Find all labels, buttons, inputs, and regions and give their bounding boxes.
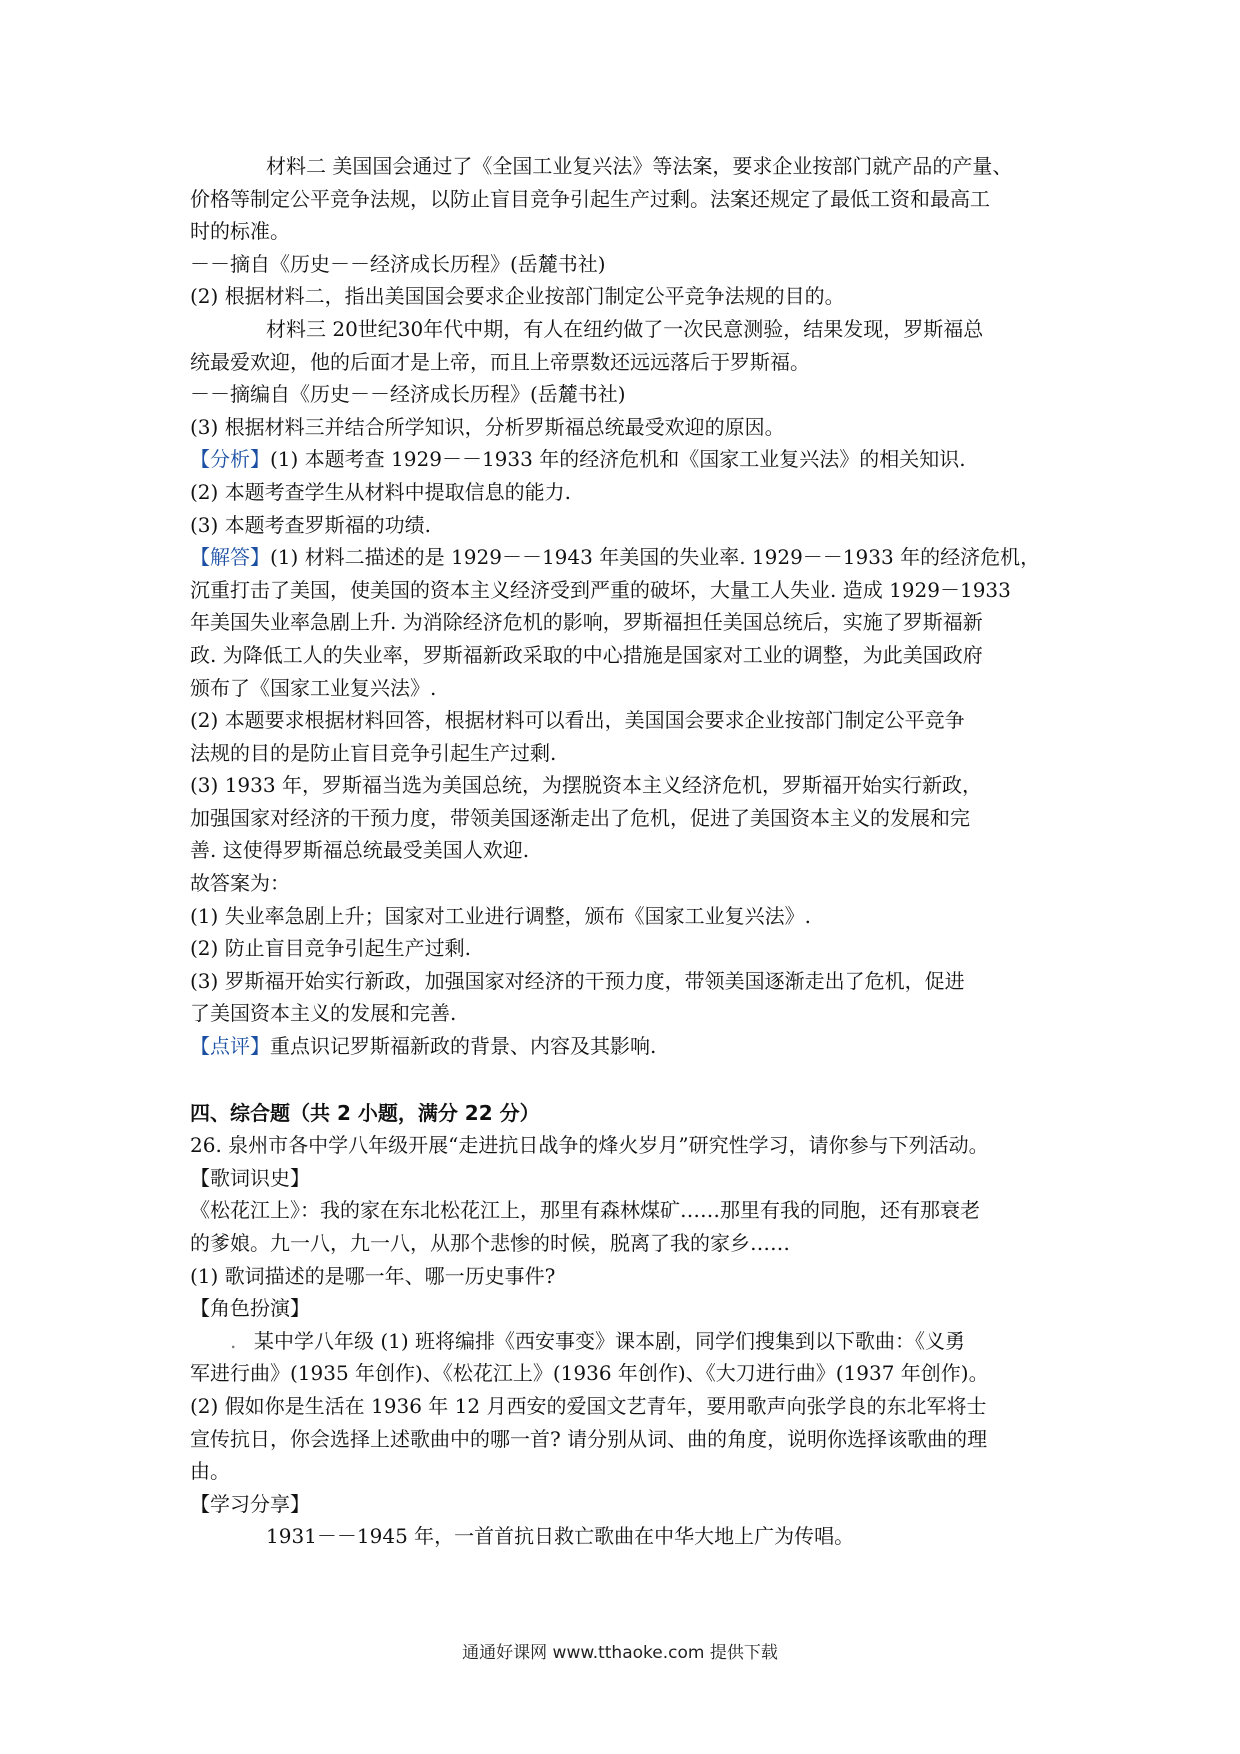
- analysis-line-1: [190, 443, 1070, 476]
- answer-line-1: [190, 541, 1070, 574]
- answer-line-7: 法规的目的是防止盲目竞争引起生产过剩.: [190, 740, 557, 765]
- answer-tag: 【解答】: [190, 545, 270, 570]
- study-share-label: 【学习分享】: [190, 1491, 310, 1516]
- spacer: [190, 1063, 1070, 1097]
- study-share-line-1: 1931－－1945 年，一首首抗日救亡歌曲在中华大地上广为传唱。: [266, 1524, 855, 1549]
- final-answer-3-cont: 了美国资本主义的发展和完善.: [190, 1001, 457, 1026]
- analysis-tag: 【分析】: [190, 447, 270, 472]
- lyrics-section-label: 【歌词识史】: [190, 1165, 310, 1190]
- answer-line-4: 政. 为降低工人的失业率，罗斯福新政采取的中心措施是国家对工业的调整，为此美国政府: [190, 642, 983, 667]
- final-answer-label: 故答案为：: [190, 871, 290, 896]
- comment-line: [190, 1030, 1070, 1063]
- analysis-line-3: (3) 本题考查罗斯福的功绩.: [190, 512, 432, 537]
- role-play-label: 【角色扮演】: [190, 1296, 310, 1321]
- question-26-2-line-2: 宣传抗日，你会选择上述歌曲中的哪一首? 请分别从词、曲的角度，说明你选择该歌曲的理: [190, 1426, 988, 1451]
- material-two-line-3: 时的标准。: [190, 219, 290, 244]
- lyrics-line-2: 的爹娘。九一八，九一八，从那个悲惨的时候，脱离了我的家乡……: [190, 1231, 790, 1255]
- question-2: (2) 根据材料二，指出美国国会要求企业按部门制定公平竞争法规的目的。: [190, 284, 845, 309]
- page-footer: 通通好课网 www.tthaoke.com 提供下载: [462, 1643, 778, 1663]
- role-play-line-1: [190, 1325, 1070, 1358]
- question-26: 26. 泉州市各中学八年级开展“走进抗日战争的烽火岁月”研究性学习，请你参与下列活动。: [190, 1133, 989, 1158]
- role-play-line-2: 军进行曲》(1935 年创作)、《松花江上》(1936 年创作)、《大刀进行曲》(1937 年创作)。: [190, 1361, 989, 1386]
- final-answer-1: (1) 失业率急剧上升；国家对工业进行调整，颁布《国家工业复兴法》.: [190, 903, 812, 928]
- question-26-2-line-1: (2) 假如你是生活在 1936 年 12 月西安的爱国文艺青年，要用歌声向张学良的东北军将士: [190, 1393, 987, 1418]
- answer-line-5: 颁布了《国家工业复兴法》.: [190, 675, 437, 700]
- material-three-source: －－摘编自《历史－－经济成长历程》(岳麓书社): [190, 382, 626, 407]
- document-body: [190, 150, 1070, 1553]
- comment-text: 重点识记罗斯福新政的背景、内容及其影响.: [270, 1034, 657, 1059]
- analysis-line-2: (2) 本题考查学生从材料中提取信息的能力.: [190, 479, 572, 504]
- answer-line-2: 沉重打击了美国，使美国的资本主义经济受到严重的破坏，大量工人失业. 造成 1929－1933: [190, 577, 1011, 602]
- section-heading: 四、综合题（共 2 小题，满分 22 分）: [190, 1100, 540, 1125]
- question-26-2-line-3: 由。: [190, 1459, 230, 1484]
- answer-line-10: 善. 这使得罗斯福总统最受美国人欢迎.: [190, 838, 530, 863]
- lyrics-line-1: 《松花江上》：我的家在东北松花江上，那里有森林煤矿……那里有我的同胞，还有那衰老: [190, 1198, 980, 1223]
- material-three-line-2: 统最爱欢迎，他的后面才是上帝，而且上帝票数还远远落后于罗斯福。: [190, 349, 810, 374]
- stray-mark: .: [230, 1328, 237, 1353]
- material-two-line-1: 材料二 美国国会通过了《全国工业复兴法》等法案，要求企业按部门就产品的产量、: [266, 154, 1013, 178]
- question-3: (3) 根据材料三并结合所学知识，分析罗斯福总统最受欢迎的原因。: [190, 414, 785, 439]
- material-three-line-1: 材料三 20世纪30年代中期，有人在纽约做了一次民意测验，结果发现，罗斯福总: [266, 316, 984, 341]
- question-26-1: (1) 歌词描述的是哪一年、哪一历史事件?: [190, 1263, 556, 1288]
- answer-text: (1) 材料二描述的是 1929－－1943 年美国的失业率. 1929－－1933 年的经济危机，: [270, 545, 1041, 570]
- answer-line-9: 加强国家对经济的干预力度，带领美国逐渐走出了危机，促进了美国资本主义的发展和完: [190, 805, 970, 830]
- role-play-text: 某中学八年级 (1) 班将编排《西安事变》课本剧，同学们搜集到以下歌曲：《义勇: [254, 1328, 966, 1353]
- material-two-source: －－摘自《历史－－经济成长历程》(岳麓书社): [190, 251, 606, 276]
- analysis-text: (1) 本题考查 1929－－1933 年的经济危机和《国家工业复兴法》的相关知识.: [270, 447, 966, 472]
- material-two-line-2: 价格等制定公平竞争法规，以防止盲目竞争引起生产过剩。法案还规定了最低工资和最高工: [190, 186, 990, 211]
- answer-line-8: (3) 1933 年，罗斯福当选为美国总统，为摆脱资本主义经济危机，罗斯福开始实行新政，: [190, 773, 982, 798]
- answer-line-6: (2) 本题要求根据材料回答，根据材料可以看出，美国国会要求企业按部门制定公平竞争: [190, 708, 965, 733]
- answer-line-3: 年美国失业率急剧上升. 为消除经济危机的影响，罗斯福担任美国总统后，实施了罗斯福新: [190, 610, 983, 635]
- comment-tag: 【点评】: [190, 1034, 270, 1059]
- final-answer-2: (2) 防止盲目竞争引起生产过剩.: [190, 936, 472, 961]
- final-answer-3: (3) 罗斯福开始实行新政，加强国家对经济的干预力度，带领美国逐渐走出了危机，促进: [190, 968, 965, 993]
